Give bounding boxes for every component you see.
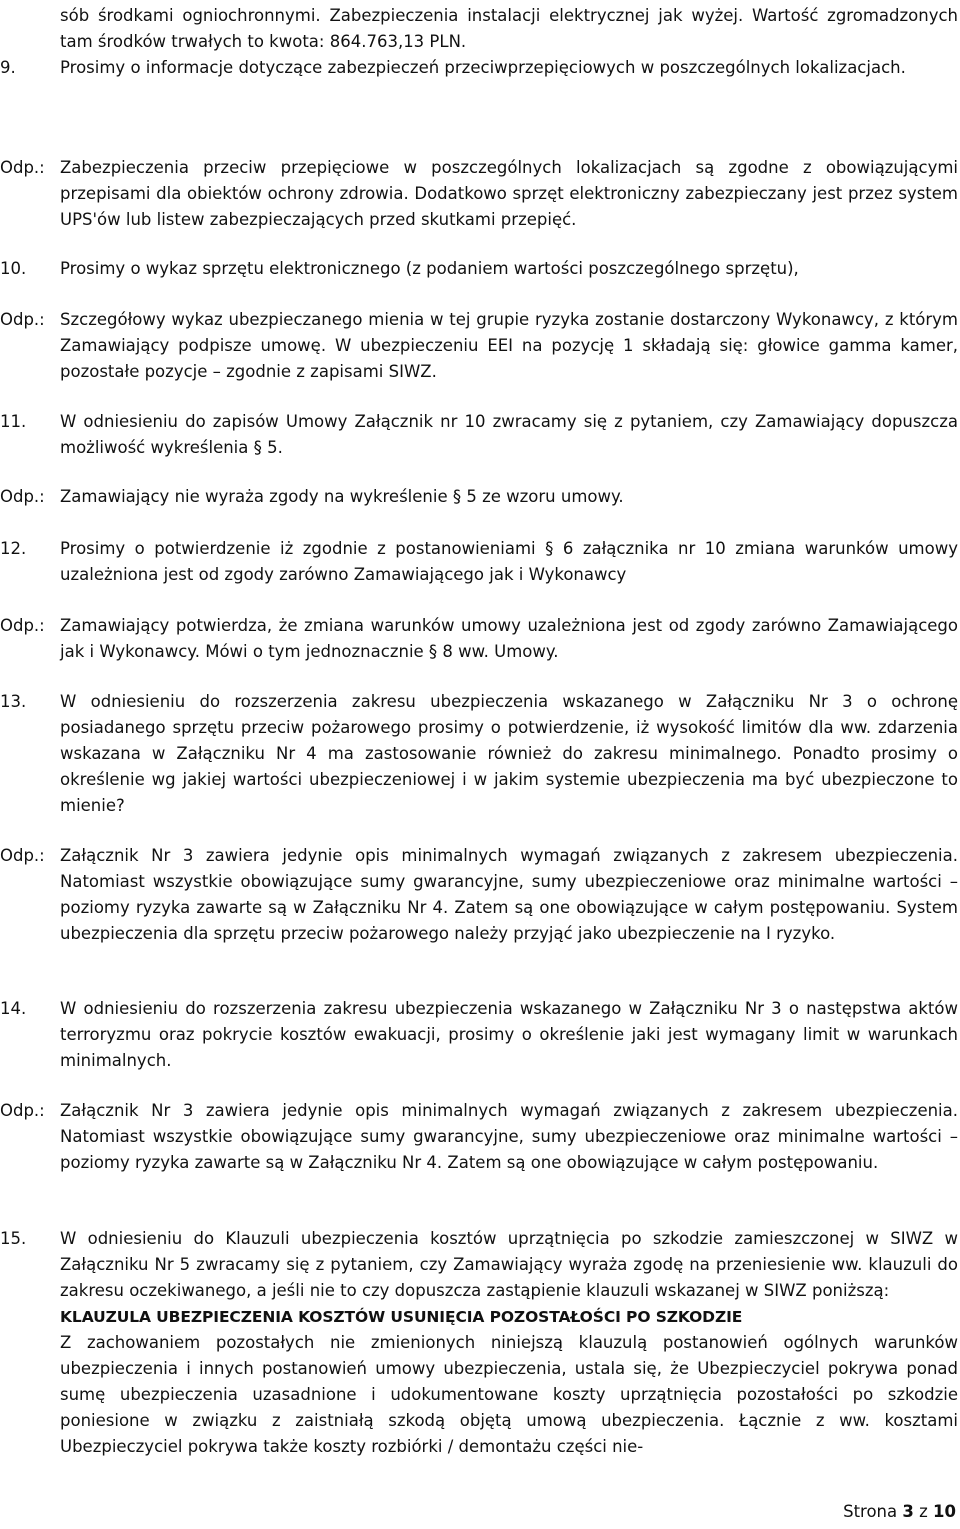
question-14 (0, 996, 960, 1074)
question-number: 10. (0, 259, 27, 278)
answer-text: Zamawiający nie wyraża zgody na wykreślenie § 5 ze wzoru umowy. (60, 487, 624, 506)
question-text: Prosimy o wykaz sprzętu elektronicznego (z podaniem wartości poszczególnego sprzętu), (60, 259, 799, 278)
answer-13 (0, 843, 960, 947)
clause-title: KLAUZULA UBEZPIECZENIA KOSZTÓW USUNIĘCIA POZOSTAŁOŚCI PO SZKODZIE (60, 1308, 743, 1326)
answer-9 (0, 155, 960, 233)
answer-text: Załącznik Nr 3 zawiera jedynie opis minimalnych wymagań związanych z zakresem ubezpieczenia. Natomiast wszystkie obowiązujące sumy gwarancyjne, sumy ubezpieczeniowe oraz minimalne wartości – poziomy ryzyka zawarte są w Załączniku Nr 4. Zatem są one obowiązujące w całym postępowaniu. System ubezpieczenia dla sprzętu przeciw pożarowego należy przyjąć jako ubezpieczenie na I ryzyko. (60, 846, 958, 943)
clause-text: Z zachowaniem pozostałych nie zmienionych niniejszą klauzulą postanowień ogólnych warunków ubezpieczenia i innych postanowień umowy ubezpieczenia, ustala się, że Ubezpieczyciel pokrywa ponad sumę ubezpieczenia uzasadnione i udokumentowane koszty uprzątnięcia pozostałości po szkodzie poniesione w związku z zaistniałą szkodą objętą umową ubezpieczenia. Łącznie z ww. kosztami Ubezpieczyciel pokrywa także koszty rozbiórki / demontażu części nie- (60, 1333, 958, 1456)
question-number: 15. (0, 1229, 27, 1248)
question-number: 13. (0, 692, 27, 711)
question-text: W odniesieniu do zapisów Umowy Załącznik nr 10 zwracamy się z pytaniem, czy Zamawiający dopuszcza możliwość wykreślenia § 5. (60, 412, 958, 457)
total-pages: 10 (933, 1502, 956, 1521)
question-15 (0, 1226, 960, 1460)
question-11 (0, 409, 960, 461)
footer-separator: z (919, 1502, 928, 1521)
question-text: W odniesieniu do rozszerzenia zakresu ubezpieczenia wskazanego w Załączniku Nr 3 o następstwa aktów terroryzmu oraz pokrycie kosztów ewakuacji, prosimy o określenie jaki jest wymagany limit w warunkach minimalnych. (60, 999, 958, 1070)
answer-label: Odp.: (0, 616, 45, 635)
question-text: W odniesieniu do rozszerzenia zakresu ubezpieczenia wskazanego w Załączniku Nr 3 o ochronę posiadanego sprzętu przeciw pożarowego prosimy o potwierdzenie, iż wysokość limitów dla ww. zdarzenia wskazana w Załączniku Nr 4 ma zastosowanie również do zakresu minimalnego. Ponadto prosimy o określenie wg jakiej wartości ubezpieczeniowej i w jakim systemie ubezpieczenia ma być ubezpieczone to mienie? (60, 692, 958, 815)
answer-14 (0, 1098, 960, 1176)
answer-label: Odp.: (0, 310, 45, 329)
answer-label: Odp.: (0, 487, 45, 506)
answer-text: Zamawiający potwierdza, że zmiana warunków umowy uzależniona jest od zgody zarówno Zamawiającego jak i Wykonawcy. Mówi o tym jednoznacznie § 8 ww. Umowy. (60, 616, 958, 661)
answer-text: Zabezpieczenia przeciw przepięciowe w poszczególnych lokalizacjach są zgodne z obowiązującymi przepisami dla obiektów ochrony zdrowia. Dodatkowo sprzęt elektroniczny zabezpieczany jest przez system UPS'ów lub listew zabezpieczających przed skutkami przepięć. (60, 158, 958, 229)
answer-label: Odp.: (0, 158, 45, 177)
question-number: 9. (0, 58, 16, 77)
question-text: Prosimy o potwierdzenie iż zgodnie z postanowieniami § 6 załącznika nr 10 zmiana warunków umowy uzależniona jest od zgody zarówno Zamawiającego jak i Wykonawcy (60, 539, 958, 584)
page-footer (843, 1499, 956, 1525)
question-number: 14. (0, 999, 27, 1018)
question-number: 12. (0, 539, 27, 558)
question-9 (0, 55, 960, 81)
intro-paragraph: sób środkami ogniochronnymi. Zabezpieczenia instalacji elektrycznej jak wyżej. Wartość zgromadzonych tam środków trwałych to kwota: 864.763,13 PLN. (60, 6, 958, 51)
question-text: W odniesieniu do Klauzuli ubezpieczenia kosztów uprzątnięcia po szkodzie zamieszczonej w SIWZ w Załączniku Nr 5 zwracamy się z pytaniem, czy Zamawiający wyraża zgodę na przeniesienie ww. klauzuli do zakresu oczekiwanego, a jeśli nie to czy dopuszcza zastąpienie klauzuli wskazanej w SIWZ poniższą: (60, 1229, 958, 1300)
answer-12 (0, 613, 960, 665)
question-text: Prosimy o informacje dotyczące zabezpieczeń przeciwprzepięciowych w poszczególnych lokalizacjach. (60, 58, 906, 77)
current-page-number: 3 (902, 1502, 914, 1521)
answer-text: Załącznik Nr 3 zawiera jedynie opis minimalnych wymagań związanych z zakresem ubezpieczenia. Natomiast wszystkie obowiązujące sumy gwarancyjne, sumy ubezpieczeniowe oraz minimalne wartości – poziomy ryzyka zawarte są w Załączniku Nr 4. Zatem są one obowiązujące w całym postępowaniu. (60, 1101, 958, 1172)
answer-label: Odp.: (0, 1101, 45, 1120)
question-10 (0, 256, 960, 282)
footer-prefix: Strona (843, 1502, 898, 1521)
answer-text: Szczegółowy wykaz ubezpieczanego mienia w tej grupie ryzyka zostanie dostarczony Wykonawcy, z którym Zamawiający podpisze umowę. W ubezpieczeniu EEI na pozycję 1 składają się: głowice gamma kamer, pozostałe pozycje – zgodnie z zapisami SIWZ. (60, 310, 958, 381)
answer-10 (0, 307, 960, 385)
question-13 (0, 689, 960, 819)
answer-11 (0, 484, 960, 510)
question-12 (0, 536, 960, 588)
answer-label: Odp.: (0, 846, 45, 865)
question-number: 11. (0, 412, 27, 431)
